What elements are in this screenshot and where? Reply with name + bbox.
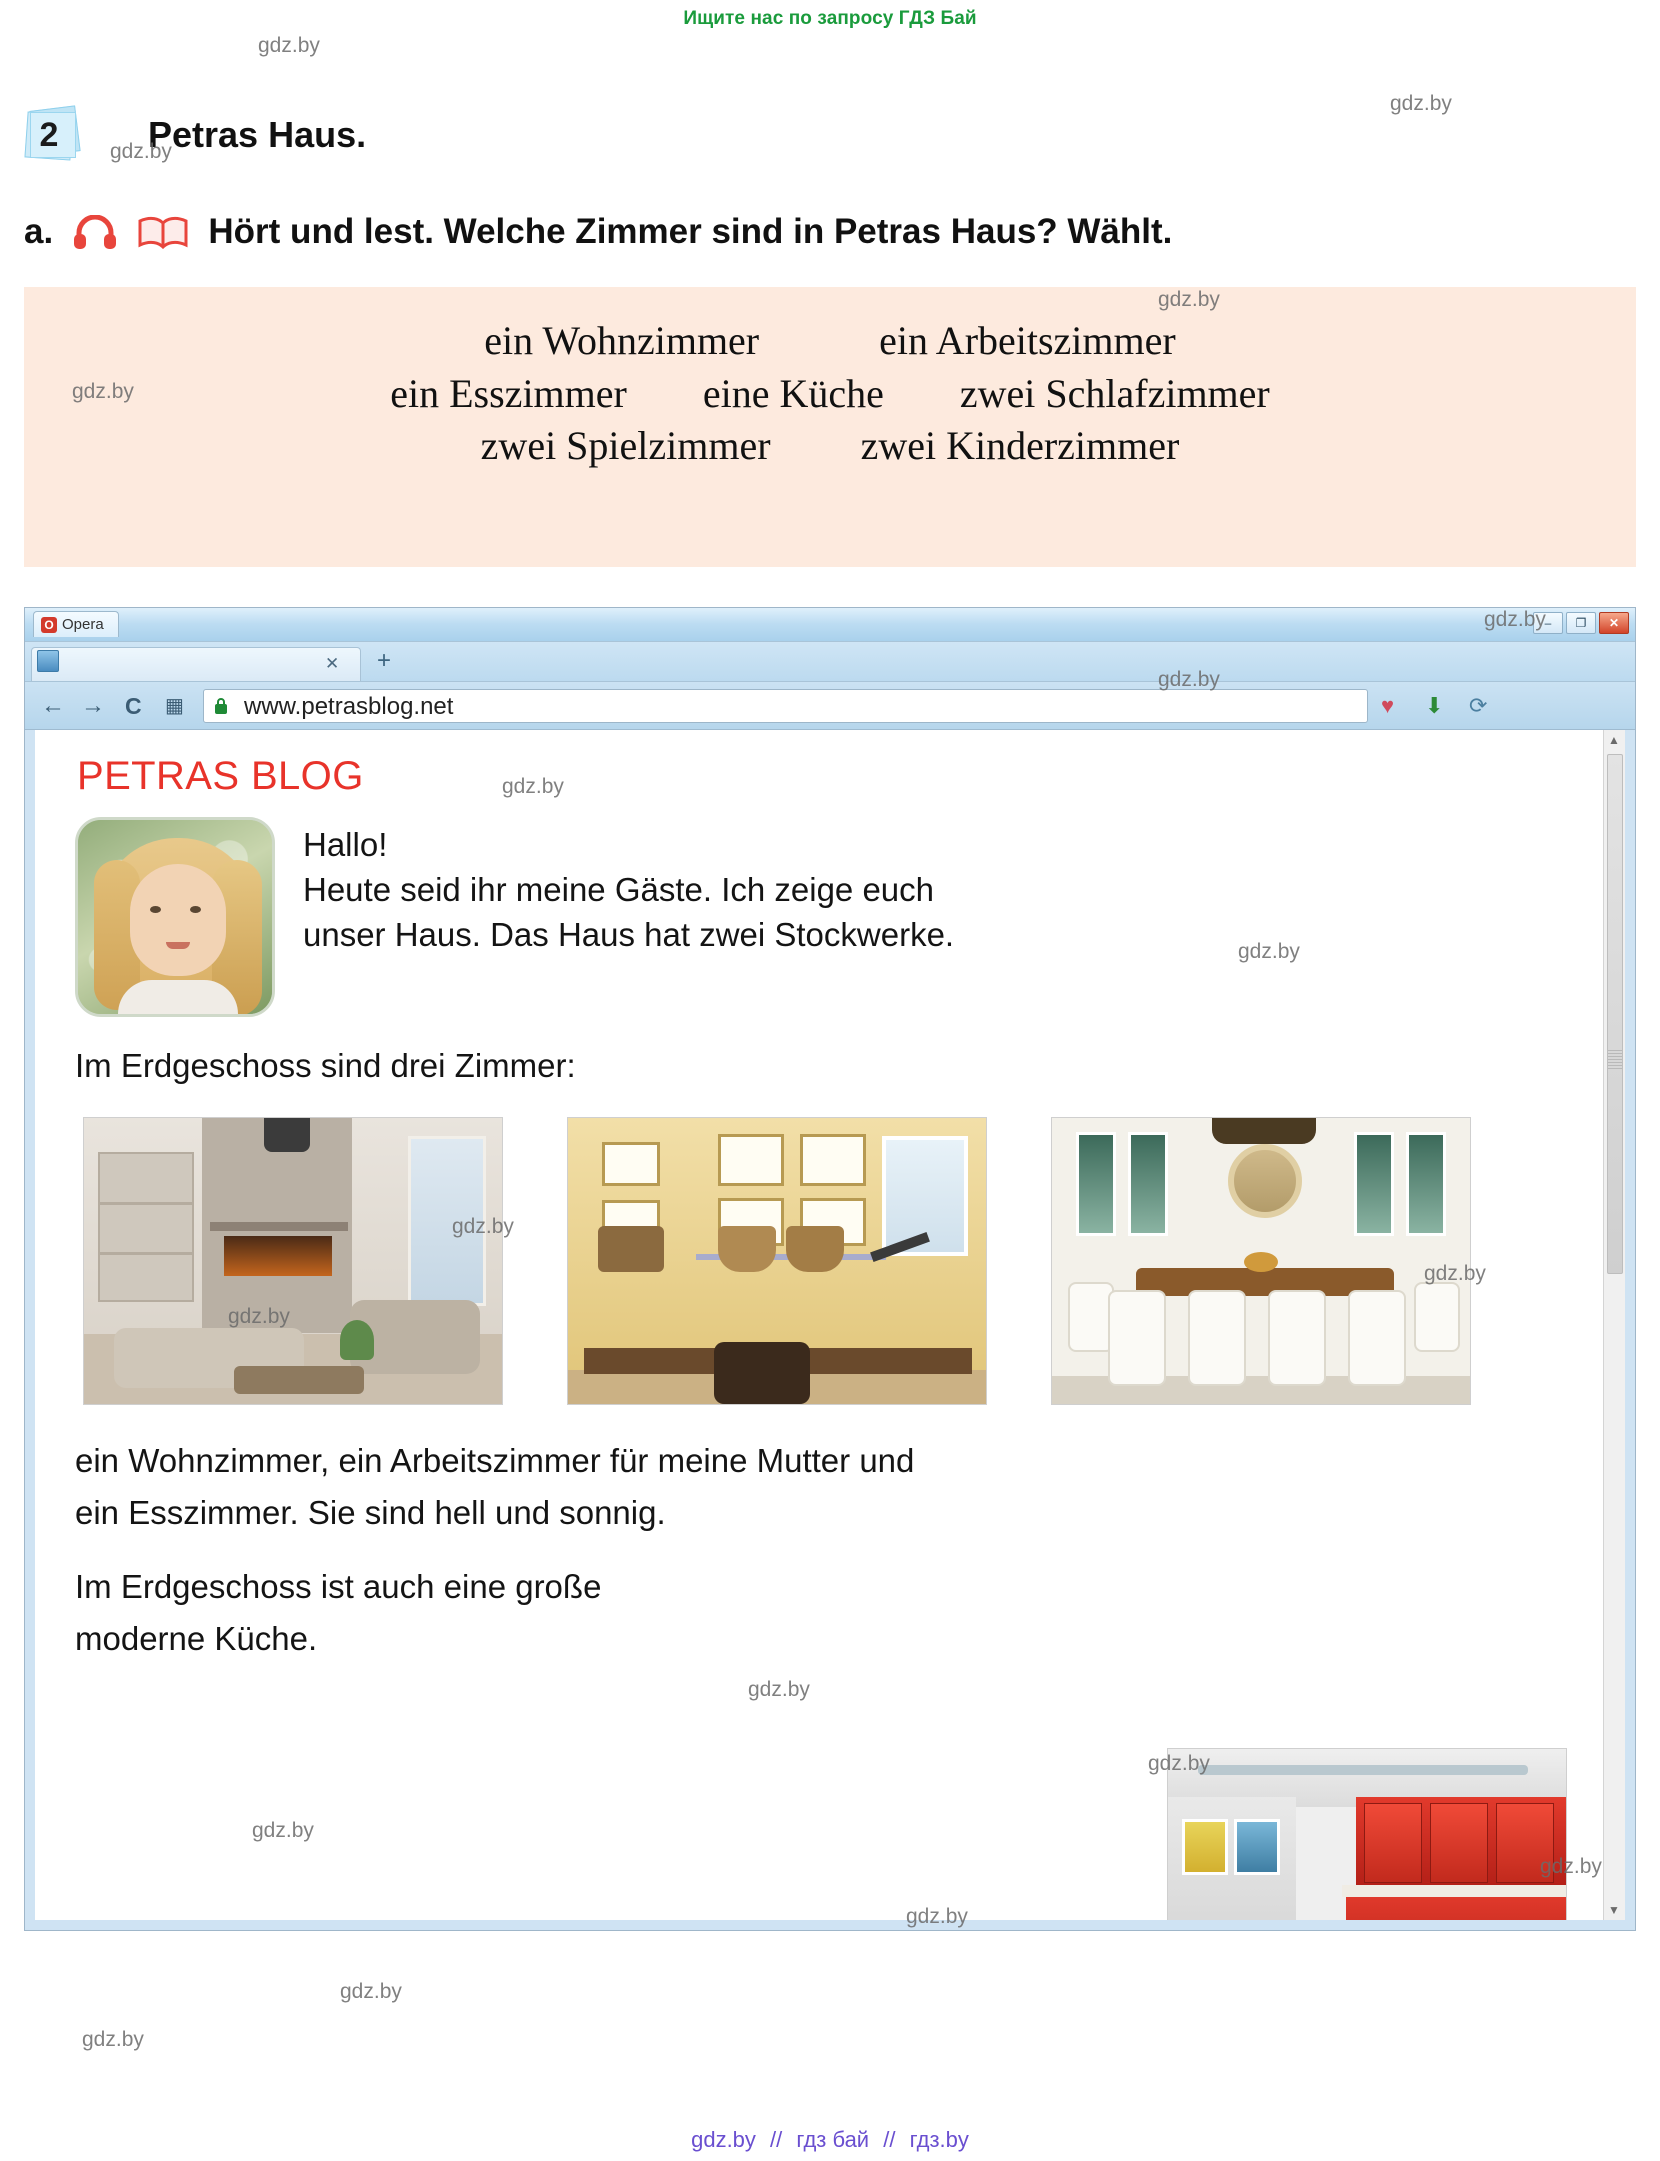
exercise-number-badge bbox=[26, 108, 80, 162]
word-bank-box bbox=[24, 287, 1636, 567]
browser-tab-strip bbox=[25, 642, 1635, 682]
word-option[interactable]: zwei Spielzimmer bbox=[480, 423, 771, 469]
greeting-line: Hallo! bbox=[303, 825, 388, 863]
watermark: gdz.by bbox=[1158, 668, 1220, 691]
blog-intro-text bbox=[303, 817, 954, 1017]
footer-part-1: gdz.by bbox=[691, 2127, 756, 2152]
paragraph-1-line-1: ein Wohnzimmer, ein Arbeitszimmer für meine Mutter und bbox=[75, 1441, 915, 1479]
watermark: gdz.by bbox=[906, 1905, 968, 1928]
maximize-button[interactable]: ❐ bbox=[1566, 612, 1596, 634]
paragraph-1-line-2: ein Esszimmer. Sie sind hell und sonnig. bbox=[75, 1494, 666, 1532]
minimize-button[interactable]: – bbox=[1533, 612, 1563, 634]
browser-tab[interactable] bbox=[31, 647, 361, 681]
study-room-photo bbox=[567, 1117, 987, 1405]
browser-title-bar bbox=[25, 608, 1635, 642]
exercise-number: 2 bbox=[39, 116, 59, 154]
watermark: gdz.by bbox=[82, 2028, 144, 2051]
blog-intro-section bbox=[35, 799, 1625, 1017]
watermark: gdz.by bbox=[1424, 1262, 1486, 1285]
paragraph-2-line-2: moderne Küche. bbox=[75, 1620, 318, 1658]
page-title: Petras Haus. bbox=[148, 114, 367, 155]
new-tab-button[interactable]: + bbox=[377, 646, 392, 674]
footer-sep-1: // bbox=[770, 2127, 783, 2152]
watermark: gdz.by bbox=[1158, 288, 1220, 311]
blog-body-text bbox=[35, 1405, 1625, 1662]
word-option[interactable]: ein Wohnzimmer bbox=[484, 317, 760, 363]
address-bar-url[interactable]: www.petrasblog.net bbox=[244, 692, 454, 720]
footer-watermark bbox=[0, 2127, 1660, 2153]
blog-title: PETRAS BLOG bbox=[77, 753, 364, 798]
footer-part-2: гдз бай bbox=[796, 2127, 870, 2152]
dining-room-photo bbox=[1051, 1117, 1471, 1405]
address-bar[interactable] bbox=[203, 689, 1368, 723]
opera-app-tab[interactable] bbox=[33, 611, 119, 637]
watermark: gdz.by bbox=[748, 1678, 810, 1701]
lock-icon bbox=[213, 696, 231, 716]
task-instruction bbox=[24, 210, 1636, 261]
room-photo-row bbox=[35, 1085, 1625, 1405]
watermark: gdz.by bbox=[228, 1305, 290, 1328]
watermark: gdz.by bbox=[1238, 940, 1300, 963]
footer-part-3: гдз.by bbox=[909, 2127, 969, 2152]
close-button[interactable]: ✕ bbox=[1599, 612, 1629, 634]
word-option[interactable]: ein Arbeitszimmer bbox=[879, 317, 1176, 363]
open-book-icon bbox=[137, 215, 189, 261]
living-room-photo bbox=[83, 1117, 503, 1405]
watermark: gdz.by bbox=[452, 1215, 514, 1238]
download-icon[interactable]: ⬇ bbox=[1425, 692, 1444, 718]
browser-window bbox=[24, 607, 1636, 1931]
opera-app-label: Opera bbox=[62, 615, 104, 633]
watermark: gdz.by bbox=[110, 140, 172, 163]
task-text: Hört und lest. Welche Zimmer sind in Petras Haus? Wählt. bbox=[208, 212, 1173, 251]
intro-line-2: unser Haus. Das Haus hat zwei Stockwerke. bbox=[303, 915, 955, 953]
back-arrow-icon[interactable]: ← bbox=[41, 691, 65, 719]
intro-line-1: Heute seid ihr meine Gäste. Ich zeige euch bbox=[303, 870, 935, 908]
watermark: gdz.by bbox=[340, 1980, 402, 2003]
watermark: gdz.by bbox=[258, 34, 320, 57]
scrollbar-grip[interactable] bbox=[1608, 1050, 1622, 1070]
browser-toolbar bbox=[25, 682, 1635, 730]
search-hint-banner: Ищите нас по запросу ГДЗ Бай bbox=[683, 8, 977, 29]
watermark: gdz.by bbox=[1148, 1752, 1210, 1775]
watermark: gdz.by bbox=[1540, 1855, 1602, 1878]
watermark: gdz.by bbox=[1484, 608, 1546, 631]
reload-icon[interactable]: C bbox=[125, 692, 142, 719]
word-option[interactable]: ein Esszimmer bbox=[390, 370, 627, 416]
apps-grid-icon[interactable]: ▦ bbox=[165, 694, 184, 717]
word-option[interactable]: zwei Schlafzimmer bbox=[959, 370, 1270, 416]
scroll-down-icon[interactable]: ▼ bbox=[1608, 1902, 1620, 1917]
watermark: gdz.by bbox=[72, 380, 134, 403]
kitchen-photo bbox=[1167, 1748, 1567, 1930]
page-content bbox=[25, 730, 1635, 1930]
ground-floor-intro: Im Erdgeschoss sind drei Zimmer: bbox=[75, 1046, 576, 1084]
headphones-icon bbox=[73, 215, 117, 261]
avatar bbox=[75, 817, 275, 1017]
forward-arrow-icon[interactable]: → bbox=[81, 691, 105, 719]
task-label: a. bbox=[24, 212, 54, 251]
watermark: gdz.by bbox=[502, 775, 564, 798]
word-option[interactable]: zwei Kinderzimmer bbox=[860, 423, 1180, 469]
word-option[interactable]: eine Küche bbox=[702, 370, 884, 416]
history-icon[interactable]: ⟳ bbox=[1469, 692, 1488, 718]
watermark: gdz.by bbox=[252, 1819, 314, 1842]
bookmark-heart-icon[interactable]: ♥ bbox=[1381, 692, 1395, 718]
scroll-up-icon[interactable]: ▲ bbox=[1608, 732, 1620, 747]
opera-logo-icon: O bbox=[41, 617, 57, 633]
footer-sep-2: // bbox=[883, 2127, 896, 2152]
tab-close-icon[interactable]: ✕ bbox=[325, 653, 340, 673]
favicon-icon bbox=[37, 650, 59, 672]
window-controls[interactable] bbox=[1533, 612, 1629, 634]
paragraph-2-line-1: Im Erdgeschoss ist auch eine große bbox=[75, 1568, 602, 1606]
watermark: gdz.by bbox=[1390, 92, 1452, 115]
